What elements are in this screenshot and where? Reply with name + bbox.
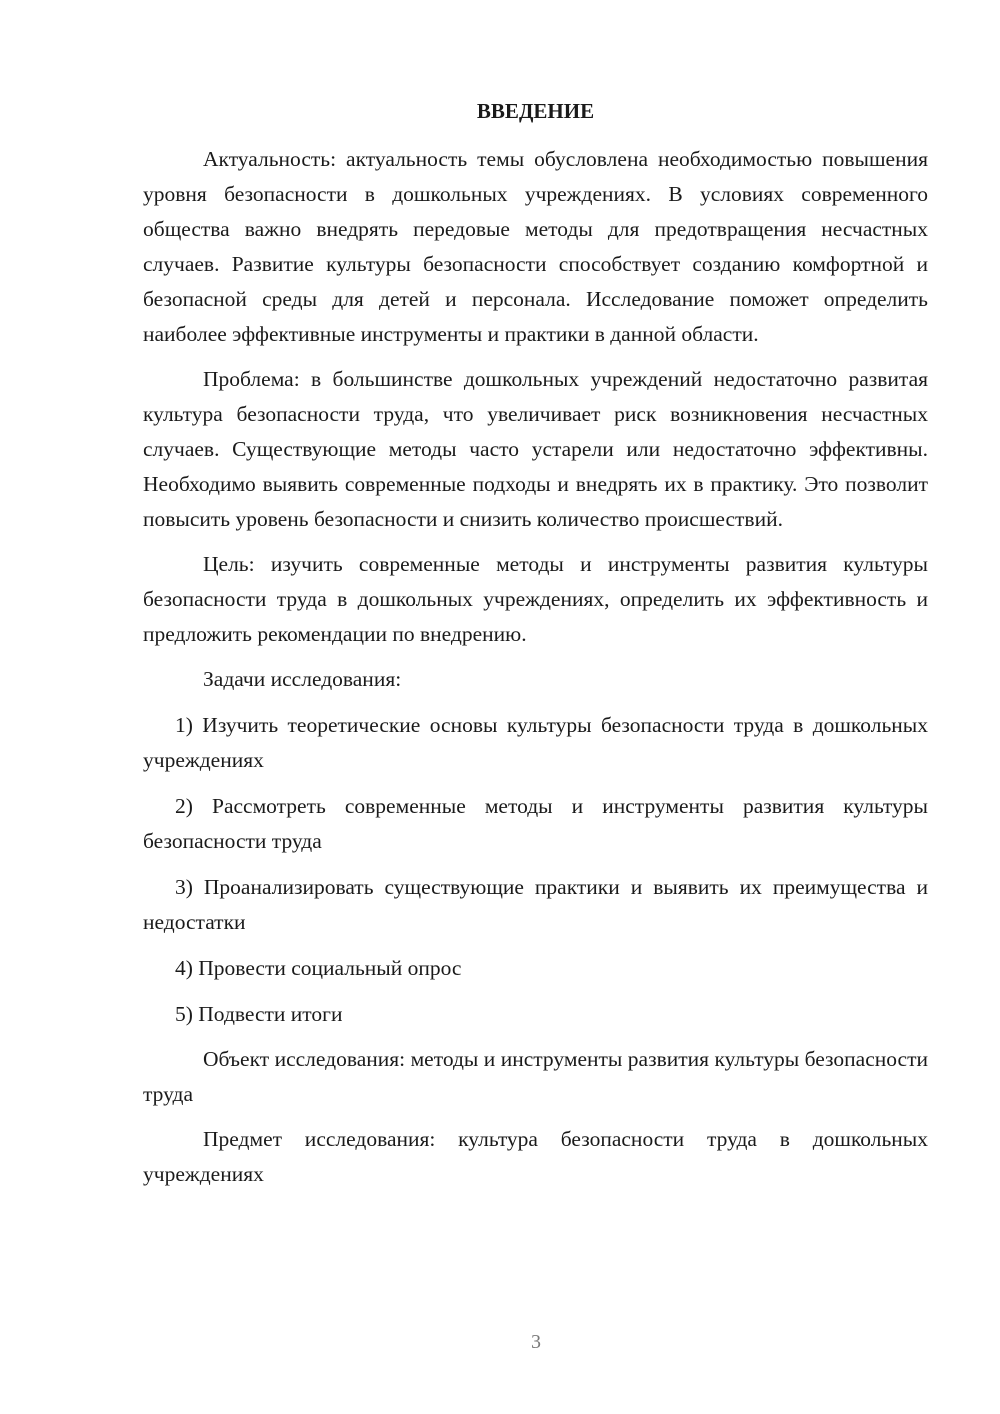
paragraph-object: Объект исследования: методы и инструменты развития культуры безопасности труда: [143, 1047, 928, 1106]
task-item-3: 3) Проанализировать существующие практики и выявить их преимущества и недостатки: [143, 875, 928, 934]
page-title: ВВЕДЕНИЕ: [476, 99, 595, 123]
tasks-heading: Задачи исследования:: [203, 667, 402, 691]
paragraph-subject: Предмет исследования: культура безопасности труда в дошкольных учреждениях: [143, 1127, 928, 1186]
task-item-2: 2) Рассмотреть современные методы и инструменты развития культуры безопасности труда: [143, 794, 928, 853]
task-item-5: 5) Подвести итоги: [175, 1002, 343, 1026]
task-item-1: 1) Изучить теоретические основы культуры безопасности труда в дошкольных учреждениях: [143, 713, 928, 772]
page-number: 3: [531, 1331, 541, 1353]
paragraph-problem: Проблема: в большинстве дошкольных учреждений недостаточно развитая культура безопасности труда, что увеличивает риск возникновения несчастных случаев. Существующие методы часто устарели или недостаточно эффективны. Необходимо выявить современные подходы и внедрять их в практику. Это позволит повысить уровень безопасности и снизить количество происшествий.: [143, 367, 928, 531]
paragraph-goal: Цель: изучить современные методы и инструменты развития культуры безопасности труда в дошкольных учреждениях, определить их эффективность и предложить рекомендации по внедрению.: [143, 552, 928, 646]
paragraph-relevance: Актуальность: актуальность темы обусловлена необходимостью повышения уровня безопасности в дошкольных учреждениях. В условиях современного общества важно внедрять передовые методы для предотвращения несчастных случаев. Развитие культуры безопасности способствует созданию комфортной и безопасной среды для детей и персонала. Исследование поможет определить наиболее эффективные инструменты и практики в данной области.: [143, 147, 928, 346]
page-content: [143, 94, 928, 1192]
task-item-4: 4) Провести социальный опрос: [175, 956, 462, 980]
